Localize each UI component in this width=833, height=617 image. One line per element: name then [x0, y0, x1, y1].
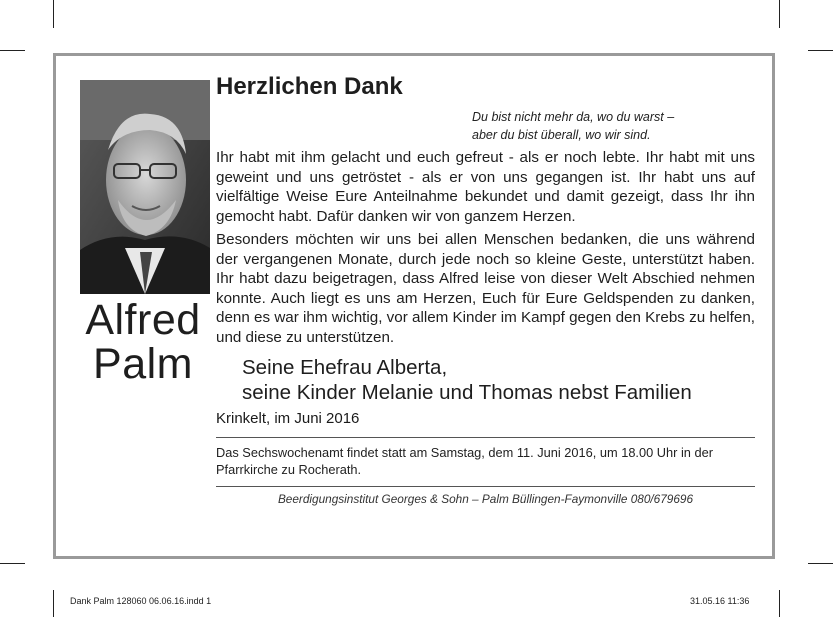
- divider: [216, 437, 755, 438]
- last-name: Palm: [93, 340, 193, 388]
- crop-mark: [53, 0, 54, 28]
- slug-datetime: 31.05.16 11:36: [690, 596, 750, 606]
- slug-file: Dank Palm 128060 06.06.16.indd 1: [70, 596, 212, 606]
- paragraph: Ihr habt mit ihm gelacht und euch gefreut - als er noch lebte. Ihr habt mit uns geweint und uns getröstet - als er von uns gegangen ist. Ihr habt uns auf vielfältige Weise Eure Anteilnahme bekundet und damit gezeigt, dass Ihr ihn gemocht habt. Dafür danken wir von ganzem Herzen.: [216, 149, 755, 225]
- undertaker-info: Beerdigungsinstitut Georges & Sohn – Palm Büllingen-Faymonville 080/679696: [277, 492, 694, 506]
- crop-mark: [0, 50, 25, 51]
- crop-mark: [808, 50, 833, 51]
- deceased-name: [68, 298, 218, 386]
- signature-line: Seine Ehefrau Alberta,: [242, 356, 448, 379]
- crop-mark: [808, 563, 833, 564]
- crop-mark: [53, 590, 54, 617]
- crop-mark: [0, 563, 25, 564]
- signature-line: seine Kinder Melanie und Thomas nebst Familien: [242, 381, 692, 404]
- content-column: [216, 72, 755, 507]
- first-name: Alfred: [85, 296, 201, 344]
- quote: [472, 108, 755, 144]
- quote-line: Du bist nicht mehr da, wo du warst –: [472, 110, 675, 124]
- crop-mark: [779, 590, 780, 617]
- quote-line: aber du bist überall, wo wir sind.: [472, 128, 651, 142]
- obituary-card: [53, 53, 775, 559]
- crop-mark: [779, 0, 780, 28]
- signature: [242, 355, 755, 405]
- place-date: Krinkelt, im Juni 2016: [216, 410, 360, 427]
- mass-notice: Das Sechswochenamt findet statt am Samstag, dem 11. Juni 2016, um 18.00 Uhr in der Pfarrkirche zu Rocherath.: [216, 445, 713, 477]
- portrait-image: [80, 80, 210, 294]
- paragraph: Besonders möchten wir uns bei allen Menschen bedanken, die uns während der vergangenen Monate, durch jede noch so kleine Geste, unterstützt haben. Ihr habt dazu beigetragen, dass Alfred leise von dieser Welt Abschied nehmen konnte. Auch liegt es uns am Herzen, Euch für Eure Geldspenden zu danken, denn es war ihm wichtig, vor allem Kinder im Kampf gegen den Krebs zu helfen, und diese zu unterstützen.: [216, 231, 755, 346]
- divider: [216, 486, 755, 487]
- page-title: Herzlichen Dank: [216, 73, 403, 100]
- portrait-photo: [80, 80, 210, 294]
